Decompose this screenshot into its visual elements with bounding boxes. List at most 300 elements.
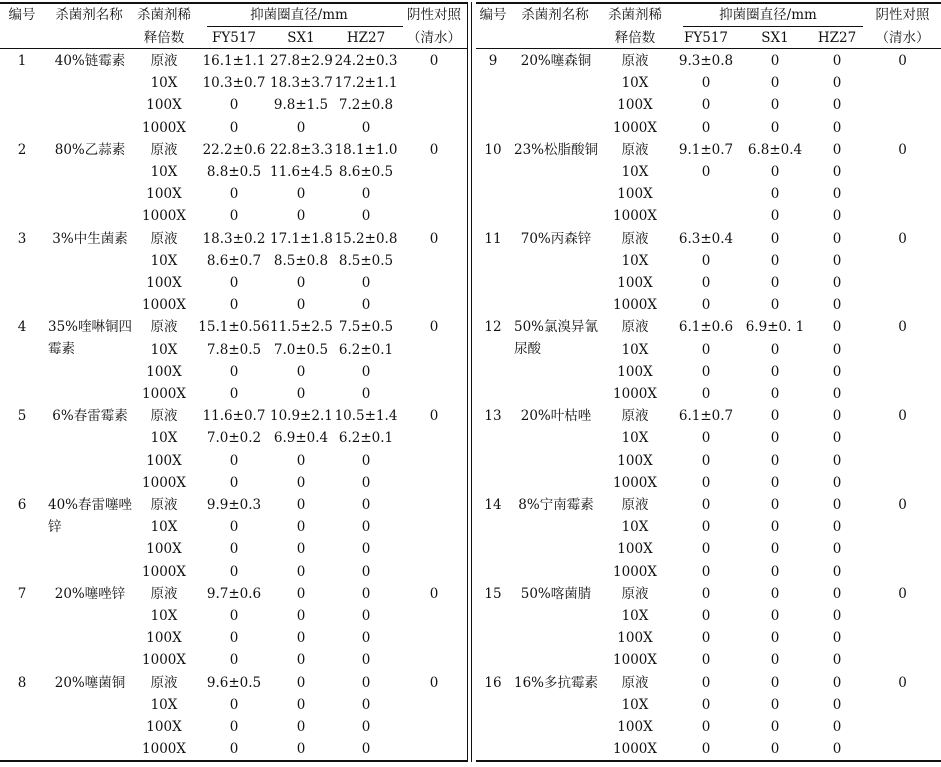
zone-value: 0 [296,608,306,624]
dilution-label: 100X [617,186,653,203]
zone-value: 0 [832,630,842,647]
dilution-label: 原液 [621,319,649,336]
row-id: 13 [484,408,502,425]
zone-value: 0 [832,430,842,447]
zone-value: 0 [832,53,842,69]
zone-value: 7.2±0.8 [338,97,394,114]
zone-value: 18.1±1.0 [334,141,398,158]
zone-value: 0 [770,541,780,558]
right-table-half [476,0,941,762]
dilution-label: 10X [150,430,178,447]
zone-value: 0 [296,386,306,402]
zone-value: 0 [229,696,239,713]
zone-value: 0 [296,696,306,713]
zone-value: 10.3±0.7 [202,75,266,92]
zone-value: 7.5±0.5 [338,319,394,336]
zone-value: 0 [229,652,239,669]
zone-value: 0 [770,252,780,269]
zone-value: 18.3±0.2 [202,230,266,247]
top-rule [0,2,468,4]
zone-value: 8.8±0.5 [206,164,262,180]
zone-value: 0 [229,363,239,380]
zone-value: 0 [361,696,371,713]
zone-value: 0 [832,141,842,158]
dilution-label: 10X [621,430,649,447]
zone-value: 0 [770,519,780,536]
zone-value: 0 [296,719,306,735]
dilution-label: 10X [621,519,649,536]
zone-value: 0 [296,519,306,536]
dilution-label: 原液 [150,319,178,336]
zone-value: 0 [229,719,239,735]
dilution-label: 100X [617,719,653,735]
dilution-label: 原液 [621,141,649,158]
zone-value: 0 [361,186,371,203]
zone-value: 0 [832,696,842,713]
header-negative: 阴性对照 [407,7,461,23]
row-id: 14 [484,497,502,513]
dilution-label: 1000X [142,741,186,758]
zone-value: 11.6±4.5 [270,164,333,180]
zone-value: 0 [832,230,842,247]
dilution-label: 10X [150,519,178,536]
fungicide-name: 35%喹啉铜四霉素 [48,319,133,358]
zone-value: 0 [832,474,842,491]
dilution-label: 1000X [613,563,657,580]
zone-value: 0 [832,608,842,624]
header-rule [476,48,941,49]
zone-value: 0 [832,741,842,758]
zone-value: 0 [296,474,306,491]
zone-value: 10.9±2.1 [270,408,333,425]
dilution-label: 100X [146,186,182,203]
header-id: 编号 [479,7,507,23]
zone-value: 0 [701,452,711,469]
zone-value: 6.1±0.7 [678,408,734,425]
zone-value: 0 [229,275,239,291]
negative-control-value: 0 [898,230,907,247]
zone-value: 0 [361,474,371,491]
dilution-label: 100X [617,541,653,558]
zone-value: 0 [701,363,711,380]
zone-value: 0 [296,563,306,580]
zone-value: 0 [832,186,842,203]
zone-value: 8.6±0.7 [206,252,262,269]
zone-value: 0 [701,519,711,536]
zone-value: 0 [770,497,780,513]
dilution-label: 1000X [613,652,657,669]
dilution-label: 原液 [150,497,178,513]
zone-value: 0 [770,75,780,92]
header-dilution-line2: 释倍数 [143,30,185,46]
zone-value: 9.9±0.3 [206,497,262,513]
dilution-label: 1000X [142,119,186,136]
row-id: 12 [484,319,502,336]
zone-value: 0 [296,275,306,291]
zone-value: 0 [832,408,842,425]
zone-value: 0 [832,252,842,269]
zone-value: 0 [701,275,711,291]
header-zone: 抑菌圈直径/mm [250,7,348,23]
header-dilution: 杀菌剂稀 [137,7,191,23]
dilution-label: 1000X [142,563,186,580]
zone-value: 15.2±0.8 [334,230,398,247]
zone-value: 0 [296,585,306,602]
zone-value: 7.8±0.5 [206,341,262,358]
zone-value: 0 [832,674,842,691]
negative-control-value: 0 [898,141,907,158]
dilution-label: 100X [146,630,182,647]
fungicide-name: 6%春雷霉素 [52,408,128,425]
zone-value: 0 [296,208,306,225]
zone-value: 0 [770,630,780,647]
row-id: 9 [488,53,498,69]
fungicide-name: 40%链霉素 [54,53,126,69]
zone-value: 0 [361,719,371,735]
zone-value: 0 [701,386,711,402]
zone-value: 0 [770,230,780,247]
fungicide-name: 20%噻森铜 [520,53,592,69]
zone-value: 0 [296,652,306,669]
dilution-label: 100X [146,97,182,114]
bottom-rule [476,760,941,762]
negative-control-value: 0 [429,585,439,602]
dilution-label: 100X [146,363,182,380]
zone-value: 0 [770,696,780,713]
fungicide-name: 16%多抗霉素 [514,674,599,691]
zone-value: 0 [229,608,239,624]
row-id: 16 [484,674,502,691]
dilution-label: 1000X [613,119,657,136]
zone-value: 0 [361,386,371,402]
zone-value: 0 [361,208,371,225]
zone-value: 0 [770,53,780,69]
zone-value: 0 [832,75,842,92]
zone-value: 0 [701,341,711,358]
header-strain-fy517: FY517 [211,30,257,46]
zone-value: 0 [701,474,711,491]
zone-value: 0 [296,741,306,758]
zone-value: 0 [361,674,371,691]
zone-value: 0 [770,674,780,691]
fungicide-name: 70%丙森锌 [520,230,592,247]
zone-value: 0 [361,652,371,669]
zone-value: 6.2±0.1 [338,430,394,447]
zone-value: 11.6±0.7 [202,408,266,425]
zone-value: 0 [701,430,711,447]
zone-value: 0 [701,630,711,647]
zone-value: 0 [229,741,239,758]
zone-value: 0 [361,275,371,291]
dilution-label: 1000X [142,208,186,225]
dilution-label: 1000X [613,741,657,758]
zone-value: 6.9±0.4 [273,430,329,447]
dilution-label: 100X [146,452,182,469]
zone-value: 0 [832,585,842,602]
zone-value: 0 [701,497,711,513]
dilution-label: 1000X [613,208,657,225]
zone-value: 0 [296,363,306,380]
top-rule [476,2,941,4]
dilution-label: 原液 [150,53,178,69]
zone-value: 0 [770,741,780,758]
zone-value: 9.7±0.6 [206,585,262,602]
dilution-label: 原液 [150,230,178,247]
zone-value: 0 [296,630,306,647]
zone-value: 0 [832,97,842,114]
zone-value: 8.5±0.8 [273,252,329,269]
header-strain-hz27: HZ27 [346,30,386,46]
negative-control-value: 0 [898,408,907,425]
zone-value: 6.2±0.1 [338,341,394,358]
dilution-label: 100X [617,630,653,647]
zone-value: 0 [229,474,239,491]
zone-value: 7.0±0.5 [273,341,329,358]
row-id: 6 [17,497,27,513]
row-id: 1 [17,53,27,69]
zone-value: 0 [361,585,371,602]
zone-value: 0 [770,408,780,425]
zone-value: 0 [832,541,842,558]
header-strain-sx1: SX1 [287,30,315,46]
zone-value: 0 [770,430,780,447]
fungicide-name: 50%喀菌腈 [520,585,592,602]
dilution-label: 10X [150,164,178,180]
zone-value: 9.3±0.8 [678,53,734,69]
dilution-label: 原液 [621,408,649,425]
zone-value: 0 [770,275,780,291]
zone-value: 9.8±1.5 [273,97,329,114]
negative-control-value: 0 [429,408,439,425]
zone-value: 0 [361,563,371,580]
zone-value: 0 [832,319,842,336]
zone-value: 0 [229,541,239,558]
zone-value: 8.5±0.5 [338,252,394,269]
zone-value: 0 [229,97,239,114]
zone-value: 0 [701,585,711,602]
zone-value: 0 [701,75,711,92]
dilution-label: 原液 [621,230,649,247]
zone-value: 0 [229,630,239,647]
zone-value: 0 [229,119,239,136]
zone-value: 0 [229,519,239,536]
dilution-label: 10X [621,696,649,713]
zone-value: 9.6±0.5 [206,674,262,691]
zone-value: 11.5±2.5 [270,319,333,336]
header-strain-fy517: FY517 [683,30,729,46]
dilution-label: 1000X [613,474,657,491]
zone-value: 0 [296,674,306,691]
dilution-label: 10X [621,341,649,358]
row-id: 3 [17,230,27,247]
dilution-label: 10X [621,164,649,180]
dilution-label: 原液 [621,674,649,691]
dilution-label: 原液 [150,674,178,691]
zone-span-rule [683,26,863,27]
zone-value: 0 [296,186,306,203]
header-dilution-line2: 释倍数 [614,30,656,46]
zone-value: 0 [701,97,711,114]
zone-value: 17.1±1.8 [270,230,333,247]
zone-value: 0 [832,208,842,225]
zone-value: 9.1±0.7 [678,141,734,158]
dilution-label: 10X [150,696,178,713]
dilution-label: 原液 [621,497,649,513]
negative-control-value: 0 [429,319,439,336]
zone-value: 0 [832,164,842,180]
dilution-label: 1000X [613,297,657,314]
zone-value: 0 [361,452,371,469]
zone-value: 0 [229,186,239,203]
zone-value: 0 [770,97,780,114]
dilution-label: 100X [146,719,182,735]
zone-value: 0 [701,608,711,624]
dilution-label: 10X [150,252,178,269]
zone-span-rule [207,26,403,27]
zone-value: 0 [770,363,780,380]
dilution-label: 原液 [621,53,649,69]
dilution-label: 1000X [142,297,186,314]
zone-value: 0 [701,164,711,180]
dilution-label: 10X [621,252,649,269]
negative-control-value: 0 [898,585,907,602]
zone-value: 0 [770,608,780,624]
fungicide-name: 20%噻唑锌 [54,585,126,602]
negative-control-value: 0 [429,53,439,69]
zone-value: 0 [832,563,842,580]
row-id: 7 [17,585,27,602]
fungicide-name: 80%乙蒜素 [54,141,126,158]
bottom-rule [0,760,468,762]
dilution-label: 100X [146,541,182,558]
zone-value: 0 [361,541,371,558]
zone-value: 0 [832,497,842,513]
zone-value: 0 [770,186,780,203]
zone-value: 7.0±0.2 [206,430,262,447]
zone-value: 0 [361,519,371,536]
zone-value: 18.3±3.7 [270,75,333,92]
zone-value: 6.8±0.4 [747,141,803,158]
negative-control-value: 0 [898,674,907,691]
zone-value: 0 [229,297,239,314]
negative-control-value: 0 [898,53,907,69]
row-id: 8 [17,674,27,691]
row-id: 5 [17,408,27,425]
zone-value: 0 [701,696,711,713]
zone-value: 0 [770,563,780,580]
zone-value: 0 [770,719,780,735]
zone-value: 10.5±1.4 [334,408,398,425]
zone-value: 0 [701,119,711,136]
negative-control-value: 0 [429,230,439,247]
row-id: 15 [484,585,502,602]
dilution-label: 10X [150,75,178,92]
zone-value: 0 [832,386,842,402]
dilution-label: 100X [617,275,653,291]
dilution-label: 100X [617,452,653,469]
header-strain-hz27: HZ27 [817,30,857,46]
row-id: 2 [17,141,27,158]
zone-value: 0 [832,363,842,380]
dilution-label: 10X [621,608,649,624]
dilution-label: 1000X [142,474,186,491]
zone-value: 0 [361,363,371,380]
zone-value: 6.9±0. 1 [745,319,805,336]
zone-value: 0 [296,497,306,513]
zone-value: 0 [229,563,239,580]
zone-value: 0 [770,341,780,358]
zone-value: 0 [701,297,711,314]
dilution-label: 10X [150,608,178,624]
zone-value: 0 [296,452,306,469]
zone-value: 0 [770,652,780,669]
zone-value: 0 [701,719,711,735]
header-rule [0,48,468,49]
zone-value: 0 [701,541,711,558]
fungicide-name: 50%氯溴异氰尿酸 [514,319,599,358]
header-name: 杀菌剂名称 [55,7,123,23]
header-zone: 抑菌圈直径/mm [719,7,817,23]
zone-value: 0 [229,208,239,225]
zone-value: 17.2±1.1 [334,75,398,92]
header-id: 编号 [8,7,36,23]
negative-control-value: 0 [898,319,907,336]
zone-value: 0 [701,674,711,691]
fungicide-name: 3%中生菌素 [52,230,128,247]
zone-value: 0 [296,541,306,558]
zone-value: 27.8±2.9 [270,53,333,69]
left-table-half [0,0,470,762]
header-name: 杀菌剂名称 [521,7,589,23]
negative-control-value: 0 [898,497,907,513]
fungicide-name: 40%春雷噻唑锌 [48,497,133,535]
zone-value: 6.3±0.4 [678,230,734,247]
zone-value: 0 [701,252,711,269]
zone-value: 15.1±0.56 [198,319,270,336]
dilution-label: 100X [617,363,653,380]
zone-value: 0 [296,119,306,136]
zone-value: 0 [229,386,239,402]
row-id: 11 [484,230,502,247]
header-negative: 阴性对照 [875,7,930,23]
zone-value: 8.6±0.5 [338,164,394,180]
dilution-label: 100X [146,275,182,291]
row-id: 10 [484,141,502,158]
negative-control-value: 0 [429,674,439,691]
zone-value: 0 [701,652,711,669]
zone-value: 0 [832,119,842,136]
zone-value: 0 [770,208,780,225]
zone-value: 0 [832,519,842,536]
zone-value: 0 [832,719,842,735]
zone-value: 0 [361,741,371,758]
zone-value: 0 [361,297,371,314]
zone-value: 22.2±0.6 [202,141,266,158]
zone-value: 0 [361,608,371,624]
zone-value: 24.2±0.3 [334,53,398,69]
fungicide-name: 8%宁南霉素 [518,497,594,513]
dilution-label: 10X [150,341,178,358]
header-negative-line2: （清水） [875,30,930,46]
zone-value: 22.8±3.3 [270,141,333,158]
zone-value: 0 [770,164,780,180]
zone-value: 0 [361,630,371,647]
zone-value: 0 [361,497,371,513]
dilution-label: 原液 [150,408,178,425]
zone-value: 0 [770,297,780,314]
dilution-label: 1000X [142,386,186,402]
zone-value: 6.1±0.6 [678,319,734,336]
